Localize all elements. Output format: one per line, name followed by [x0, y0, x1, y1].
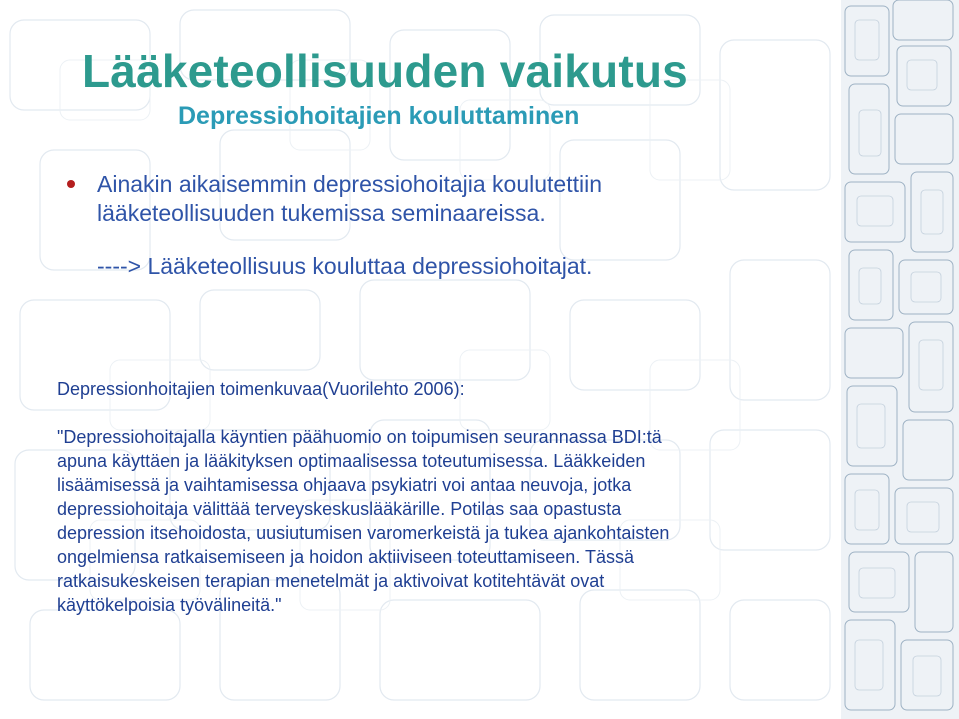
quote-line: depressiohoitaja välittää terveyskeskuslääkärille. Potilas saa opastusta	[57, 499, 622, 519]
bullet-line: lääketeollisuuden tukemissa seminaareissa.	[97, 200, 546, 226]
bullet-item	[64, 170, 784, 228]
quote-line: lisäämisessä ja vaihtamisessa ohjaava psykiatri voi antaa neuvoja, jotka	[57, 475, 632, 495]
arrow-statement: ----> Lääketeollisuus kouluttaa depressiohoitajat.	[97, 253, 593, 279]
bullet-dot-icon	[67, 180, 75, 188]
slide-title: Lääketeollisuuden vaikutus	[82, 45, 688, 97]
bullet-list	[64, 170, 784, 228]
quote-line: ratkaisukeskeisen terapian menetelmät ja aktivoivat kotitehtävät ovat	[57, 571, 605, 591]
quote-line: käyttökelpoisia työvälineitä."	[57, 595, 282, 615]
quote-line: depression itsehoidosta, uusiutumisen varomerkeistä ja tukea ajankohtaisten	[57, 523, 670, 543]
quote-line: "Depressiohoitajalla käyntien päähuomio on toipumisen seurannassa BDI:tä	[57, 427, 662, 447]
bullet-line: Ainakin aikaisemmin depressiohoitajia koulutettiin	[97, 171, 602, 197]
job-description-heading: Depressionhoitajien toimenkuvaa(Vuorilehto 2006):	[57, 379, 465, 399]
slide-subtitle: Depressiohoitajien kouluttaminen	[178, 102, 580, 130]
quote-line: apuna käyttäen ja lääkityksen optimaalisessa toteutumisessa. Lääkkeiden	[57, 451, 646, 471]
decorative-right-band	[841, 0, 959, 719]
quote-block	[57, 425, 817, 617]
quote-line: ongelmiensa ratkaisemiseen ja hoidon aktiiviseen toteuttamiseen. Tässä	[57, 547, 634, 567]
